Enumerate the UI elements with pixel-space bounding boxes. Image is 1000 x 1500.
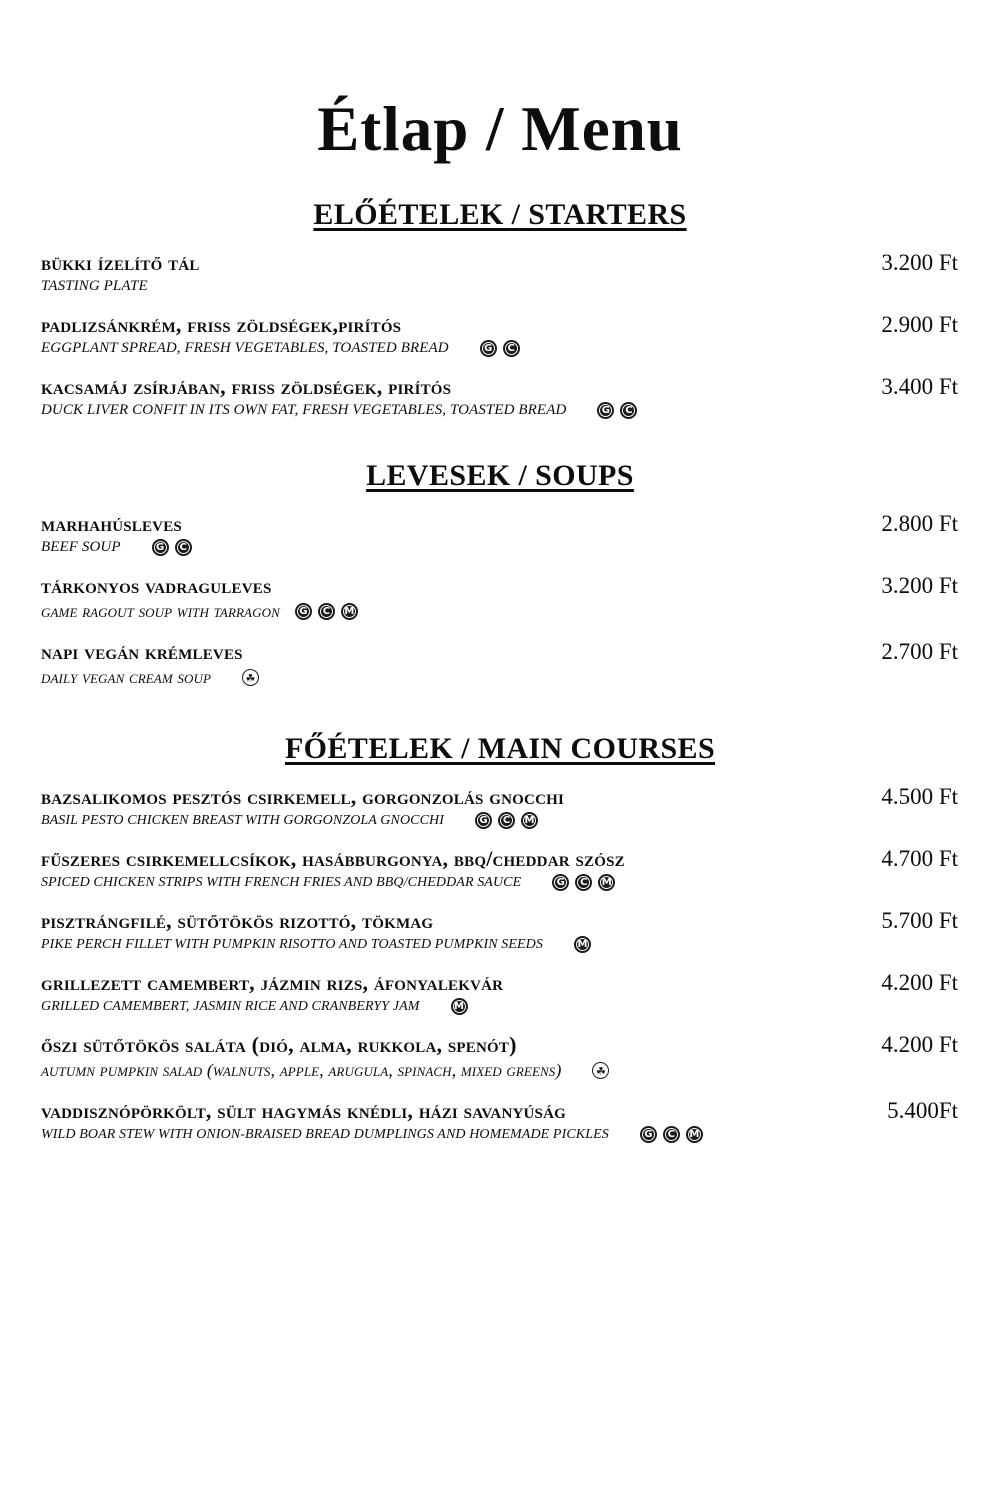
menu-item-description: TASTING PLATE [41,278,148,295]
allergen-list [592,1062,609,1079]
gluten-allergen-icon: G [295,603,312,620]
celery-allergen-icon: C [575,874,592,891]
gluten-allergen-icon: G [475,812,492,829]
menu-item-description: game ragout soup with tarragon [41,601,280,622]
allergen-list [574,936,591,953]
menu-item-price: 4.200 Ft [881,970,958,996]
gluten-allergen-icon: G [480,340,497,357]
menu-item [38,846,962,891]
allergen-list [152,539,192,556]
menu-item-price: 4.500 Ft [881,784,958,810]
celery-allergen-icon: C [318,603,335,620]
menu-item-name: tárkonyos vadraguleves [41,573,272,599]
menu-item-row [38,374,962,400]
milk-allergen-icon: M [574,936,591,953]
milk-allergen-icon: M [521,812,538,829]
menu-item-desc-row [38,402,962,419]
menu-item-description: DUCK LIVER CONFIT IN ITS OWN FAT, FRESH VEGETABLES, TOASTED BREAD [41,402,567,419]
gluten-allergen-icon: G [597,402,614,419]
section-heading-soups: LEVESEK / SOUPS [366,459,634,493]
menu-item-row [38,511,962,537]
menu-item [38,312,962,357]
menu-item-desc-row [38,1126,962,1143]
allergen-list [480,340,520,357]
menu-item [38,1032,962,1081]
menu-item-desc-row [38,998,962,1015]
menu-item-price: 4.200 Ft [881,1032,958,1058]
menu-item-name: napi vegán krémleves [41,639,243,665]
milk-allergen-icon: M [451,998,468,1015]
gluten-allergen-icon: G [640,1126,657,1143]
celery-allergen-icon: C [503,340,520,357]
menu-item [38,784,962,829]
menu-item-row [38,908,962,934]
celery-allergen-icon: C [498,812,515,829]
menu-item [38,1098,962,1143]
section-soups [38,459,962,688]
section-heading-main-courses: FŐÉTELEK / MAIN COURSES [284,732,716,766]
menu-item [38,374,962,419]
menu-item-row [38,970,962,996]
allergen-list [640,1126,703,1143]
menu-item-desc-row [38,539,962,556]
menu-item-price: 2.700 Ft [881,639,958,665]
menu-item-description: autumn pumpkin salad (walnuts, apple, arugula, spinach, mixed greens) [41,1060,562,1081]
menu-item [38,908,962,953]
menu-item-description: daily vegan cream soup [41,667,211,688]
celery-allergen-icon: C [620,402,637,419]
menu-item-description: WILD BOAR STEW WITH ONION-BRAISED BREAD DUMPLINGS AND HOMEMADE PICKLES [41,1126,609,1142]
menu-item-name: pisztrángfilé, sütőtökös rizottó, tökmag [41,908,434,934]
menu-item-desc-row [38,812,962,829]
allergen-list [295,603,358,620]
menu-item-row [38,312,962,338]
menu-item-desc-row [38,936,962,953]
menu-item-price: 3.200 Ft [881,573,958,599]
menu-item-name: fűszeres csirkemellcsíkok, hasábburgonya, bbq/cheddar szósz [41,846,625,872]
menu-item-name: padlizsánkrém, friss zöldségek,pirítós [41,312,402,338]
menu-item-name: bazsalikomos pesztós csirkemell, gorgonzolás gnocchi [41,784,565,810]
menu-item-name: kacsamáj zsírjában, friss zöldségek, pirítós [41,374,452,400]
menu-item-price: 3.200 Ft [881,250,958,276]
menu-item-description: BASIL PESTO CHICKEN BREAST WITH GORGONZOLA GNOCCHI [41,812,445,828]
menu-item-desc-row [38,1060,962,1081]
allergen-list [451,998,468,1015]
menu-item [38,573,962,622]
menu-item-row [38,639,962,665]
menu-item-description: EGGPLANT SPREAD, FRESH VEGETABLES, TOASTED BREAD [41,340,449,357]
vegan-icon: ☘ [592,1062,609,1079]
allergen-list [475,812,538,829]
milk-allergen-icon: M [598,874,615,891]
section-main-courses [38,732,962,1143]
menu-item-row [38,1098,962,1124]
page-title: Étlap / Menu [317,94,683,164]
menu-item-description: GRILLED CAMEMBERT, JASMIN RICE AND CRANBERYY JAM [41,998,420,1014]
menu-item-desc-row [38,340,962,357]
vegan-icon: ☘ [242,669,259,686]
menu-item-desc-row [38,601,962,622]
menu-item-row [38,1032,962,1058]
menu-item [38,970,962,1015]
menu-item-description: SPICED CHICKEN STRIPS WITH FRENCH FRIES AND BBQ/CHEDDAR SAUCE [41,874,522,890]
gluten-allergen-icon: G [152,539,169,556]
menu-item-price: 2.800 Ft [881,511,958,537]
menu-item-desc-row [38,667,962,688]
menu-item-price: 2.900 Ft [881,312,958,338]
section-heading-starters: ELŐÉTELEK / STARTERS [313,198,687,232]
menu-item-price: 3.400 Ft [881,374,958,400]
menu-item [38,250,962,295]
menu-item-row [38,250,962,276]
menu-item-price: 5.400Ft [887,1098,958,1124]
menu-item-price: 4.700 Ft [881,846,958,872]
menu-item-price: 5.700 Ft [881,908,958,934]
menu-item [38,511,962,556]
menu-item-row [38,846,962,872]
celery-allergen-icon: C [663,1126,680,1143]
menu-item-name: vaddisznópörkölt, sült hagymás knédli, házi savanyúság [41,1098,566,1124]
menu-item-row [38,784,962,810]
allergen-list [242,669,259,686]
menu-item-name: marhahúsleves [41,511,182,537]
menu-item-name: grillezett camembert, jázmin rizs, áfonyalekvár [41,970,504,996]
menu-item-row [38,573,962,599]
menu-item-desc-row [38,874,962,891]
gluten-allergen-icon: G [552,874,569,891]
celery-allergen-icon: C [175,539,192,556]
allergen-list [552,874,615,891]
milk-allergen-icon: M [686,1126,703,1143]
menu-item-desc-row [38,278,962,295]
menu-item-description: PIKE PERCH FILLET WITH PUMPKIN RISOTTO AND TOASTED PUMPKIN SEEDS [41,936,543,952]
menu-item [38,639,962,688]
section-starters [38,198,962,419]
allergen-list [597,402,637,419]
menu-item-name: bükki ízelítő tál [41,250,200,276]
menu-item-description: BEEF SOUP [41,539,121,556]
milk-allergen-icon: M [341,603,358,620]
menu-item-name: őszi sütőtökös saláta (dió, alma, rukkola, spenót) [41,1032,517,1058]
